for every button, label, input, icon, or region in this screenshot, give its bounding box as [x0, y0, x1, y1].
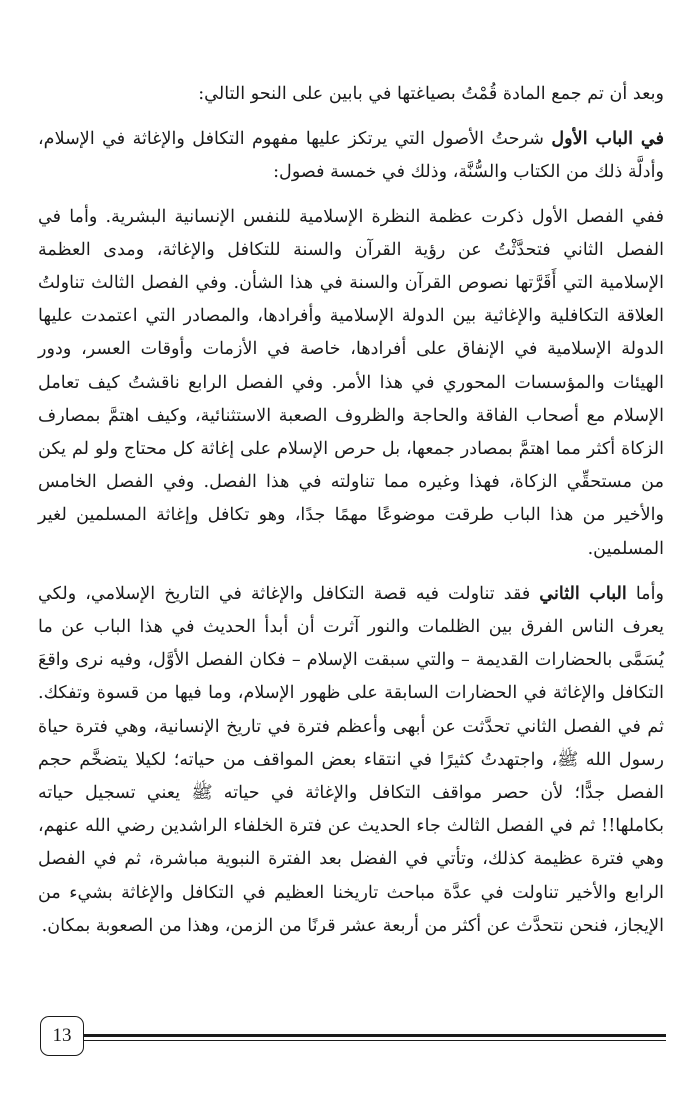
part-two-lead: وأما [626, 583, 664, 604]
part-one-label: في الباب الأول [551, 128, 664, 150]
intro-paragraph: وبعد أن تم جمع المادة قُمْتُ بصياغتها في بابين على النحو التالي: [198, 84, 664, 104]
part-two-paragraph [38, 577, 664, 943]
footer-rule-thin [84, 1040, 666, 1041]
chapters-paragraph: ففي الفصل الأول ذكرت عظمة النظرة الإسلامية للنفس الإنسانية البشرية. وأما في الفصل الثاني فتحدَّثْتُ عن رؤية القرآن والسنة للتكافل والإغاثة، ومدى العظمة الإسلامية التي أَقَرَّتها نصوص القرآن والسنة في هذا الشأن. وفي الفصل الثالث تناولتُ العلاقة التكافلية والإغاثية بين الدولة الإسلامية وأفرادها، والمصادر التي اعتمدت عليها الدولة الإسلامية في الإنفاق على أفرادها، خاصة في الأزمات وأوقات العسر، ودور الهيئات والمؤسسات المحوري في هذا الأمر. وفي الفصل الرابع ناقشتُ كيف تعامل الإسلام مع أصحاب الفاقة والحاجة والظروف الصعبة الاستثنائية، وكيف اهتمَّ بمصارف الزكاة أكثر مما اهتمَّ بمصادر جمعها، بل حرص الإسلام على إغاثة كل محتاج ولو لم يكن من مستحقِّي الزكاة، فهذا وغيره مما تناولته في هذا الفصل. وفي الفصل الخامس والأخير من هذا الباب طرقت موضوعًا مهمًا جدًا، وهو تكافل وإغاثة المسلمين لغير المسلمين. [38, 206, 664, 559]
part-two-label: الباب الثاني [539, 582, 627, 604]
part-two-text: فقد تناولت فيه قصة التكافل والإغاثة في التاريخ الإسلامي، ولكي يعرف الناس الفرق بين الظلمات والنور آثرت أن أبدأ الحديث في هذا الباب عن ما يُسَمَّى بالحضارات القديمة – والتي سبقت الإسلام – فكان الفصل الأوَّل، وفيه نرى واقعَ التكافل والإغاثة في الحضارات السابقة على ظهور الإسلام، وما فيها من قسوة وتفكك. ثم في الفصل الثاني تحدَّثت عن أبهى وأعظم فترة في تاريخ الإنسانية، وهي فترة حياة رسول الله ﷺ، واجتهدتُ كثيرًا في انتقاء بعض المواقف من حياته؛ لكيلا يتضخَّم حجم الفصل جدًّا؛ لأن حصر مواقف التكافل والإغاثة في حياته ﷺ يعني تسجيل حياته بكاملها!! ثم في الفصل الثالث جاء الحديث عن فترة الخلفاء الراشدين رضي الله عنهم، وهي فترة عظيمة كذلك، وتأتي في الفضل بعد الفترة النبوية مباشرة، ثم في الفصل الرابع والأخير تناولت في عدَّة مباحث تاريخنا العظيم في التكافل والإغاثة بشيء من الإيجاز، فنحن نتحدَّث عن أكثر من أربعة عشر قرنًا من الزمن، وهذا من الصعوبة بمكان. [38, 583, 664, 936]
part-one-text: شرحتُ الأصول التي يرتكز عليها مفهوم التكافل والإغاثة في الإسلام، وأدلَّة ذلك من الكتاب والسُّنَّة، وذلك في خمسة فصول: [38, 129, 664, 183]
page-number: 13 [40, 1016, 84, 1056]
page-body [38, 78, 664, 943]
footer-rule-thick [84, 1034, 666, 1037]
part-one-paragraph [38, 122, 664, 189]
